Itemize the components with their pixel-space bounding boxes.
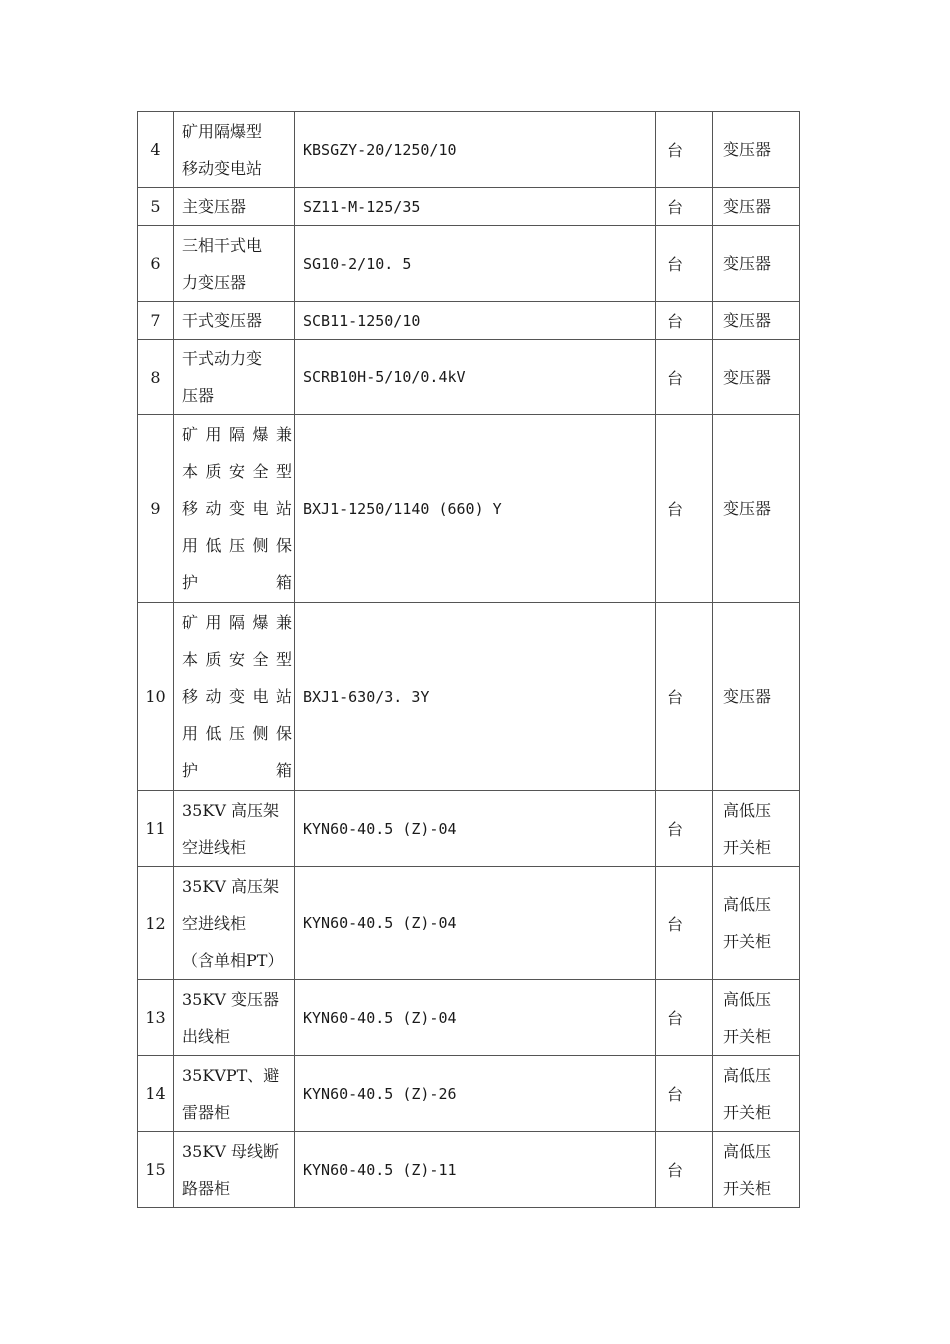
row-number: 13 xyxy=(138,980,174,1056)
equipment-name-line: 矿用隔爆型 xyxy=(182,121,263,141)
category-line: 高低压 xyxy=(723,1065,772,1085)
equipment-name-line: 本质安全型 xyxy=(182,650,292,669)
equipment-name xyxy=(174,188,295,226)
equipment-name-line: 护箱 xyxy=(182,761,292,780)
equipment-name-line: 矿用隔爆兼 xyxy=(182,613,292,632)
equipment-name-line: 本质安全型 xyxy=(182,462,292,481)
row-number: 14 xyxy=(138,1056,174,1132)
unit: 台 xyxy=(656,1132,713,1208)
category xyxy=(713,1132,800,1208)
row-number: 12 xyxy=(138,867,174,980)
unit: 台 xyxy=(656,603,713,791)
model-number: KYN60-40.5 (Z)-04 xyxy=(295,791,656,867)
category-line: 开关柜 xyxy=(723,1026,772,1046)
category xyxy=(713,1056,800,1132)
equipment-name-line: 干式变压器 xyxy=(182,311,263,330)
unit: 台 xyxy=(656,302,713,340)
category xyxy=(713,791,800,867)
equipment-name-line: 移动变电站 xyxy=(182,158,263,178)
category-line: 开关柜 xyxy=(723,837,772,857)
category-line: 高低压 xyxy=(723,989,772,1009)
category xyxy=(713,226,800,302)
category xyxy=(713,980,800,1056)
model-number: KYN60-40.5 (Z)-04 xyxy=(295,980,656,1056)
unit: 台 xyxy=(656,340,713,415)
equipment-name-line: 35KV 变压器 xyxy=(182,989,279,1009)
row-number: 9 xyxy=(138,415,174,603)
row-number: 6 xyxy=(138,226,174,302)
equipment-name xyxy=(174,980,295,1056)
equipment-name xyxy=(174,112,295,188)
unit: 台 xyxy=(656,188,713,226)
row-number: 7 xyxy=(138,302,174,340)
equipment-name-line: 路器柜 xyxy=(182,1178,231,1198)
equipment-name-line: 干式动力变 xyxy=(182,349,263,368)
equipment-name-line: 压器 xyxy=(182,386,215,405)
row-number: 4 xyxy=(138,112,174,188)
category-line: 高低压 xyxy=(723,895,772,914)
equipment-name xyxy=(174,791,295,867)
equipment-name-line: 矿用隔爆兼 xyxy=(182,425,292,444)
equipment-name-line: 移动变电站 xyxy=(182,687,292,706)
unit: 台 xyxy=(656,1056,713,1132)
equipment-name-line: 主变压器 xyxy=(182,197,247,216)
category xyxy=(713,188,800,226)
row-number: 15 xyxy=(138,1132,174,1208)
unit: 台 xyxy=(656,867,713,980)
table-row xyxy=(138,226,800,302)
model-number: KYN60-40.5 (Z)-04 xyxy=(295,867,656,980)
model-number: SZ11-M-125/35 xyxy=(295,188,656,226)
equipment-name xyxy=(174,1132,295,1208)
equipment-name xyxy=(174,340,295,415)
model-number: BXJ1-1250/1140 (660) Y xyxy=(295,415,656,603)
table-row xyxy=(138,791,800,867)
category-line: 开关柜 xyxy=(723,1102,772,1122)
equipment-name-line: 35KV 高压架 xyxy=(182,800,279,820)
equipment-name xyxy=(174,867,295,980)
equipment-name-line: 出线柜 xyxy=(182,1026,231,1046)
unit: 台 xyxy=(656,226,713,302)
equipment-name-line: 三相干式电 xyxy=(182,235,263,255)
category xyxy=(713,340,800,415)
unit: 台 xyxy=(656,791,713,867)
category-line: 开关柜 xyxy=(723,1178,772,1198)
category-line: 变压器 xyxy=(723,140,772,159)
equipment-name-line: 空进线柜 xyxy=(182,837,247,857)
category-line: 变压器 xyxy=(723,311,772,330)
category-line: 变压器 xyxy=(723,254,772,273)
table-row xyxy=(138,188,800,226)
category-line: 变压器 xyxy=(723,687,772,706)
equipment-name-line: 空进线柜 xyxy=(182,913,247,933)
model-number: KYN60-40.5 (Z)-11 xyxy=(295,1132,656,1208)
equipment-name xyxy=(174,226,295,302)
model-number: SCB11-1250/10 xyxy=(295,302,656,340)
equipment-name xyxy=(174,603,295,791)
equipment-table xyxy=(137,111,800,1208)
model-number: SCRB10H-5/10/0.4kV xyxy=(295,340,656,415)
category-line: 开关柜 xyxy=(723,932,772,951)
row-number: 5 xyxy=(138,188,174,226)
category xyxy=(713,112,800,188)
category xyxy=(713,415,800,603)
equipment-name-line: 护箱 xyxy=(182,573,292,592)
category-line: 变压器 xyxy=(723,197,772,216)
category-line: 变压器 xyxy=(723,367,772,387)
category xyxy=(713,302,800,340)
row-number: 11 xyxy=(138,791,174,867)
equipment-name-line: 35KV 高压架 xyxy=(182,876,279,896)
table-row xyxy=(138,1132,800,1208)
category-line: 高低压 xyxy=(723,800,772,820)
equipment-name-line: 用低压侧保 xyxy=(182,536,292,555)
table-row xyxy=(138,302,800,340)
table-row xyxy=(138,1056,800,1132)
category-line: 变压器 xyxy=(723,499,772,518)
equipment-name xyxy=(174,302,295,340)
model-number: SG10-2/10. 5 xyxy=(295,226,656,302)
equipment-name xyxy=(174,415,295,603)
table-row xyxy=(138,112,800,188)
row-number: 10 xyxy=(138,603,174,791)
table-row xyxy=(138,980,800,1056)
table-row xyxy=(138,340,800,415)
equipment-name-line: （含单相PT） xyxy=(182,950,284,970)
model-number: BXJ1-630/3. 3Y xyxy=(295,603,656,791)
category-line: 高低压 xyxy=(723,1141,772,1161)
equipment-name-line: 力变压器 xyxy=(182,272,247,292)
unit: 台 xyxy=(656,415,713,603)
table-row xyxy=(138,603,800,791)
equipment-name-line: 35KVPT、避 xyxy=(182,1065,280,1085)
equipment-name xyxy=(174,1056,295,1132)
equipment-name-line: 35KV 母线断 xyxy=(182,1141,279,1161)
table-row xyxy=(138,867,800,980)
equipment-name-line: 雷器柜 xyxy=(182,1102,231,1122)
equipment-name-line: 移动变电站 xyxy=(182,499,292,518)
model-number: KYN60-40.5 (Z)-26 xyxy=(295,1056,656,1132)
table-row xyxy=(138,415,800,603)
unit: 台 xyxy=(656,980,713,1056)
model-number: KBSGZY-20/1250/10 xyxy=(295,112,656,188)
unit: 台 xyxy=(656,112,713,188)
category xyxy=(713,867,800,980)
table-body xyxy=(138,112,800,1208)
equipment-name-line: 用低压侧保 xyxy=(182,724,292,743)
category xyxy=(713,603,800,791)
row-number: 8 xyxy=(138,340,174,415)
